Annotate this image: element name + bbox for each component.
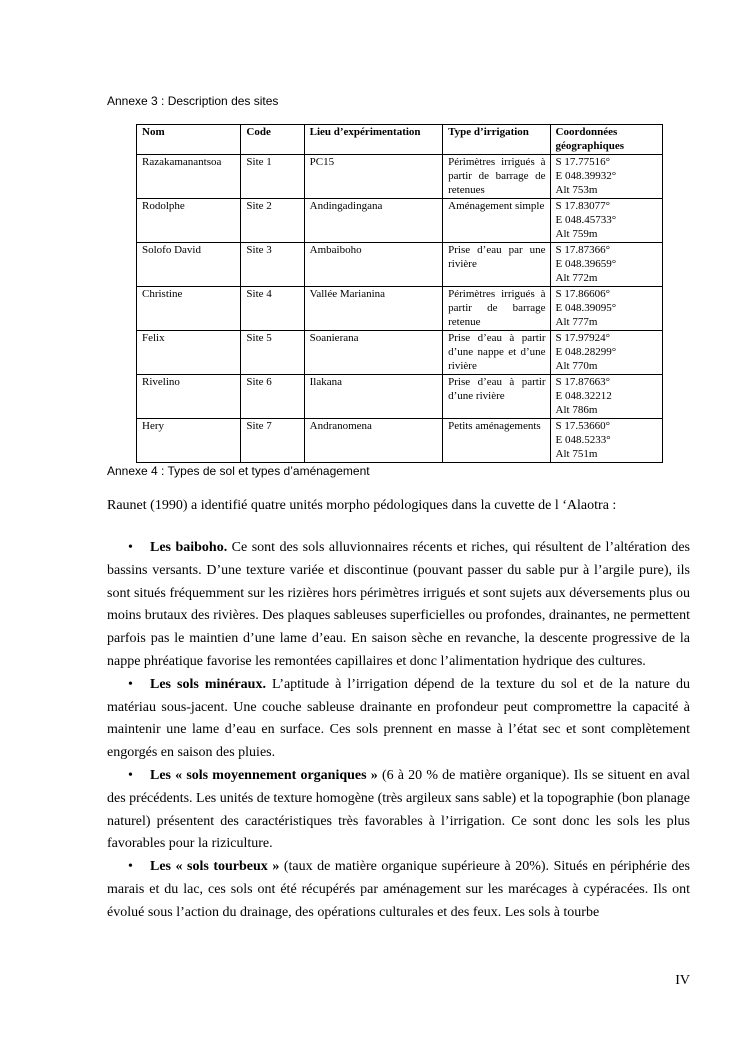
- cell-lieu: Soanierana: [304, 331, 443, 375]
- cell-nom: Razakamanantsoa: [137, 155, 241, 199]
- header-coordonnees: Coordonnées géographiques: [550, 125, 662, 155]
- cell-code: Site 4: [241, 287, 304, 331]
- cell-code: Site 1: [241, 155, 304, 199]
- cell-nom: Hery: [137, 419, 241, 463]
- bullet-icon: •: [128, 859, 133, 875]
- cell-lieu: Andingadingana: [304, 199, 443, 243]
- table-header-row: [137, 125, 663, 155]
- soil-types-list: [107, 537, 690, 925]
- cell-type: Aménagement simple: [443, 199, 550, 243]
- soil-term: Les baiboho.: [150, 540, 228, 555]
- cell-coords: [550, 243, 662, 287]
- cell-nom: Rivelino: [137, 375, 241, 419]
- coord-lon: E 048.39659°: [555, 258, 617, 270]
- coord-alt: Alt 753m: [555, 184, 598, 196]
- coord-lat: S 17.83077°: [555, 200, 611, 212]
- cell-coords: [550, 375, 662, 419]
- coord-lat: S 17.86606°: [555, 288, 611, 300]
- cell-code: Site 5: [241, 331, 304, 375]
- soil-description: Ce sont des sols alluvionnaires récents et riches, qui résultent de l’altération des bassins versants. D’une texture variée et discontinue (pouvant passer du sable pur à l’argile pure), ils sont situés fréquemment sur les rizières hors périmètres irrigués et sont sujets aux déversements plus ou moins brutaux des rivières. Des plaques sableuses superficielles ou profondes, drainantes, ne permettent parfois pas le maintien d’une lame d’eau. En saison sèche en revanche, la descente progressive de la nappe phréatique favorise les remontées capillaires et donc l’alimentation hydrique des cultures.: [107, 540, 690, 669]
- header-nom: Nom: [137, 125, 241, 155]
- bullet-icon: •: [128, 767, 133, 783]
- cell-code: Site 6: [241, 375, 304, 419]
- list-item: [107, 674, 690, 765]
- table-row: [137, 331, 663, 375]
- cell-nom: Solofo David: [137, 243, 241, 287]
- coord-lon: E 048.45733°: [555, 214, 617, 226]
- list-item: [107, 856, 690, 924]
- cell-code: Site 2: [241, 199, 304, 243]
- coord-lat: S 17.53660°: [555, 420, 611, 432]
- cell-type: Prise d’eau par une rivière: [443, 243, 550, 287]
- cell-coords: [550, 287, 662, 331]
- cell-type: Prise d’eau à partir d’une nappe et d’une rivière: [443, 331, 550, 375]
- cell-lieu: Andranomena: [304, 419, 443, 463]
- cell-type: Périmètres irrigués à partir de barrage retenue: [443, 287, 550, 331]
- bullet-icon: •: [128, 676, 133, 692]
- cell-type: Petits aménagements: [443, 419, 550, 463]
- cell-lieu: Ambaiboho: [304, 243, 443, 287]
- table-row: [137, 419, 663, 463]
- cell-coords: [550, 199, 662, 243]
- coord-lon: E 048.32212: [555, 390, 612, 402]
- soil-description: (6 à 20 % de matière organique). Ils se situent en aval des précédents. Les unités de texture homogène (très argileux sans sable) et la topographie (bon planage naturel) présentent des caractéristiques très favorables à l’irrigation. Ce sont donc les sols les plus favorables pour la riziculture.: [107, 767, 690, 852]
- bullet-icon: •: [128, 540, 133, 555]
- cell-nom: Christine: [137, 287, 241, 331]
- coord-alt: Alt 770m: [555, 360, 598, 372]
- table-row: [137, 287, 663, 331]
- header-lieu: Lieu d’expérimentation: [304, 125, 443, 155]
- cell-lieu: Vallée Marianina: [304, 287, 443, 331]
- coord-lon: E 048.28299°: [555, 346, 617, 358]
- table-row: [137, 199, 663, 243]
- cell-nom: Rodolphe: [137, 199, 241, 243]
- table-row: [137, 243, 663, 287]
- page-number: IV: [675, 973, 690, 988]
- soil-term: Les « sols tourbeux »: [150, 859, 280, 875]
- soil-term: Les « sols moyennement organiques »: [150, 767, 378, 783]
- cell-coords: [550, 419, 662, 463]
- table-row: [137, 155, 663, 199]
- coord-alt: Alt 786m: [555, 404, 598, 416]
- cell-nom: Felix: [137, 331, 241, 375]
- coord-alt: Alt 759m: [555, 228, 598, 240]
- coord-alt: Alt 777m: [555, 316, 598, 328]
- soil-description: L’aptitude à l’irrigation dépend de la texture du sol et de la nature du matériau sous-jacent. Une couche sableuse drainante en profondeur peut compromettre la capacité à maintenir une lame d’eau en surface. Ces sols prennent en masse à l’état sec et sont complètement engorgés en saison des pluies.: [107, 676, 690, 761]
- coord-lon: E 048.39095°: [555, 302, 617, 314]
- table-row: [137, 375, 663, 419]
- intro-paragraph: Raunet (1990) a identifié quatre unités morpho pédologiques dans la cuvette de l ‘Alaotra :: [107, 498, 617, 513]
- coord-lat: S 17.97924°: [555, 332, 611, 344]
- cell-lieu: PC15: [304, 155, 443, 199]
- header-type: Type d’irrigation: [443, 125, 550, 155]
- cell-coords: [550, 155, 662, 199]
- annex-3-heading: Annexe 3 : Description des sites: [107, 94, 279, 108]
- cell-coords: [550, 331, 662, 375]
- cell-lieu: Ilakana: [304, 375, 443, 419]
- coord-lat: S 17.77516°: [555, 156, 611, 168]
- header-code: Code: [241, 125, 304, 155]
- cell-code: Site 3: [241, 243, 304, 287]
- coord-lat: S 17.87663°: [555, 376, 611, 388]
- coord-lon: E 048.39932°: [555, 170, 617, 182]
- cell-code: Site 7: [241, 419, 304, 463]
- soil-description: (taux de matière organique supérieure à 20%). Situés en périphérie des marais et du lac, ces sols ont été récupérés par aménagement sur les marécages à cypéracées. Ils ont évolué sous l’action du drainage, des opérations culturales et des feux. Les sols à tourbe: [107, 859, 690, 920]
- soil-term: Les sols minéraux.: [150, 676, 266, 692]
- coord-lon: E 048.5233°: [555, 434, 611, 446]
- sites-table: [136, 124, 663, 463]
- coord-alt: Alt 772m: [555, 272, 598, 284]
- coord-alt: Alt 751m: [555, 448, 598, 460]
- coord-lat: S 17.87366°: [555, 244, 611, 256]
- annex-4-heading: Annexe 4 : Types de sol et types d’aménagement: [107, 464, 370, 478]
- list-item: [107, 765, 690, 856]
- cell-type: Prise d’eau à partir d’une rivière: [443, 375, 550, 419]
- list-item: [107, 537, 690, 674]
- cell-type: Périmètres irrigués à partir de barrage de retenues: [443, 155, 550, 199]
